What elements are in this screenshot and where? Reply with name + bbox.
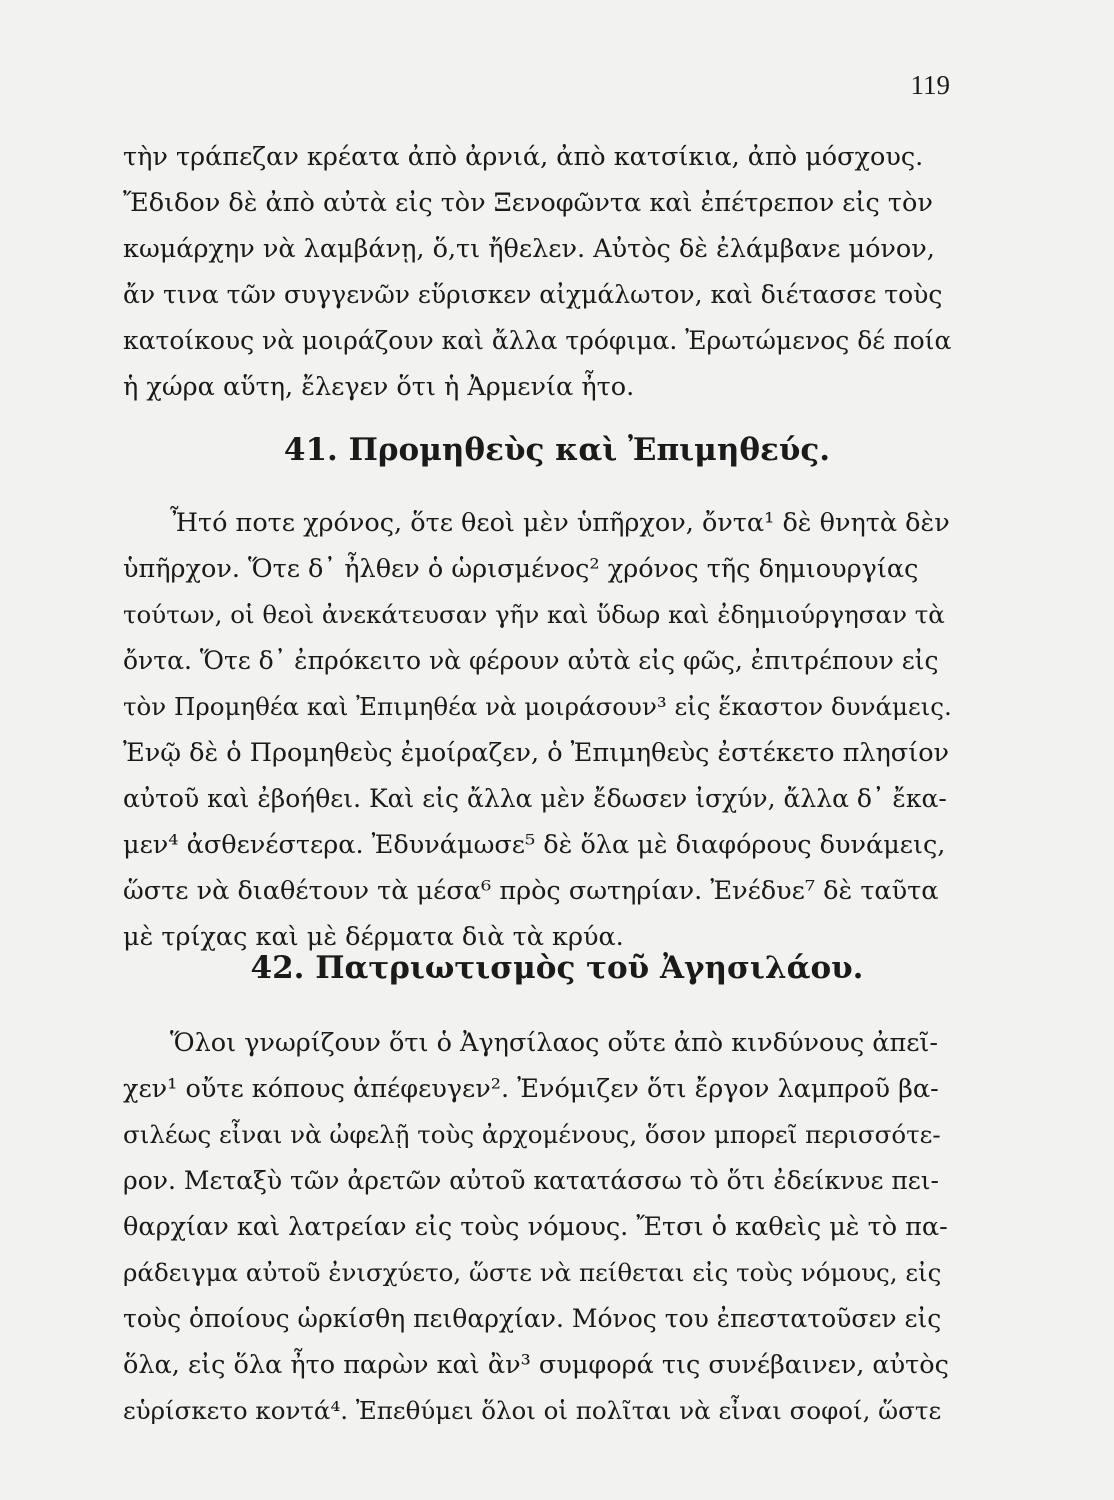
text-line: τούτων, οἱ θεοὶ ἀνεκάτευσαν γῆν καὶ ὕδωρ καὶ ἐδημιούργησαν τὰ [123,600,945,629]
text-line: Ἔδιδον δὲ ἀπὸ αὐτὰ εἰς τὸν Ξενοφῶντα καὶ ἐπέτρεπον εἰς τὸν [123,188,933,218]
page-number: 119 [910,70,950,100]
text-line: σιλέως εἶναι νὰ ὠφελῇ τοὺς ἀρχομένους, ὅσον μπορεῖ περισσότε- [123,1120,941,1149]
text-line: εὑρίσκετο κοντά⁴. Ἐπεθύμει ὅλοι οἱ πολῖται νὰ εἶναι σοφοί, ὥστε [123,1396,942,1425]
text-line: ἄν τινα τῶν συγγενῶν εὕρισκεν αἰχμάλωτον, καὶ διέτασσε τοὺς [123,280,943,309]
text-line: ὥστε νὰ διαθέτουν τὰ μέσα⁶ πρὸς σωτηρίαν. Ἐνέδυε⁷ δὲ ταῦτα [123,876,939,906]
text-line: μεν⁴ ἀσθενέστερα. Ἐδυνάμωσε⁵ δὲ ὅλα μὲ διαφόρους δυνάμεις, [123,830,946,860]
text-line: θαρχίαν καὶ λατρείαν εἰς τοὺς νόμους. Ἔτσι ὁ καθεὶς μὲ τὸ πα- [123,1212,948,1242]
text-line: αὐτοῦ καὶ ἐβοήθει. Καὶ εἰς ἄλλα μὲν ἔδωσεν ἰσχύν, ἄλλα δ᾽ ἔκα- [123,784,947,813]
text-line: ράδειγμα αὐτοῦ ἐνισχύετο, ὥστε νὰ πείθεται εἰς τοὺς νόμους, εἰς [123,1258,942,1287]
text-line: ἡ χώρα αὕτη, ἔλεγεν ὅτι ἡ Ἀρμενία ἦτο. [123,372,635,402]
text-line: τὸν Προμηθέα καὶ Ἐπιμηθέα νὰ μοιράσουν³ εἰς ἕκαστον δυνάμεις. [123,692,952,721]
text-line: κωμάρχην νὰ λαμβάνῃ, ὅ,τι ἤθελεν. Αὐτὸς δὲ ἐλάμβανε μόνον, [123,234,935,264]
text-line: κατοίκους νὰ μοιράζουν καὶ ἄλλα τρόφιμα. Ἐρωτώμενος δέ ποία [123,326,952,355]
text-line: Ἐνῷ δὲ ὁ Προμηθεὺς ἐμοίραζεν, ὁ Ἐπιμηθεὺς ἐστέκετο πλησίον [123,738,950,768]
text-line: ὄντα. Ὅτε δ᾽ ἐπρόκειτο νὰ φέρουν αὐτὰ εἰς φῶς, ἐπιτρέπουν εἰς [123,646,939,675]
section-heading: 42. Πατριωτισμὸς τοῦ Ἀγησιλάου. [250,950,864,986]
text-line: Ἦτό ποτε χρόνος, ὅτε θεοὶ μὲν ὑπῆρχον, ὄντα¹ δὲ θνητὰ δὲν [170,508,950,538]
text-line: ρον. Μεταξὺ τῶν ἀρετῶν αὐτοῦ κατατάσσω τὸ ὅτι ἐδείκνυε πει- [123,1166,940,1195]
section-heading: 41. Προμηθεὺς καὶ Ἐπιμηθεύς. [283,432,831,468]
text-line: Ὅλοι γνωρίζουν ὅτι ὁ Ἀγησίλαος οὔτε ἀπὸ κινδύνους ἀπεῖ- [170,1028,939,1058]
text-line: ὅλα, εἰς ὅλα ἦτο παρὼν καὶ ἂν³ συμφορά τις συνέβαινεν, αὐτὸς [123,1350,949,1380]
text-line: ὑπῆρχον. Ὅτε δ᾽ ἦλθεν ὁ ὡρισμένος² χρόνος τῆς δημιουργίας [123,554,919,584]
text-line: τοὺς ὁποίους ὡρκίσθη πειθαρχίαν. Μόνος του ἐπεστατοῦσεν εἰς [123,1304,942,1333]
text-line: χεν¹ οὔτε κόπους ἀπέφευγεν². Ἐνόμιζεν ὅτι ἔργον λαμπροῦ βα- [123,1074,939,1104]
text-line: τὴν τράπεζαν κρέατα ἀπὸ ἀρνιά, ἀπὸ κατσίκια, ἀπὸ μόσχους. [123,142,924,172]
text-line: μὲ τρίχας καὶ μὲ δέρματα διὰ τὰ κρύα. [123,922,624,952]
